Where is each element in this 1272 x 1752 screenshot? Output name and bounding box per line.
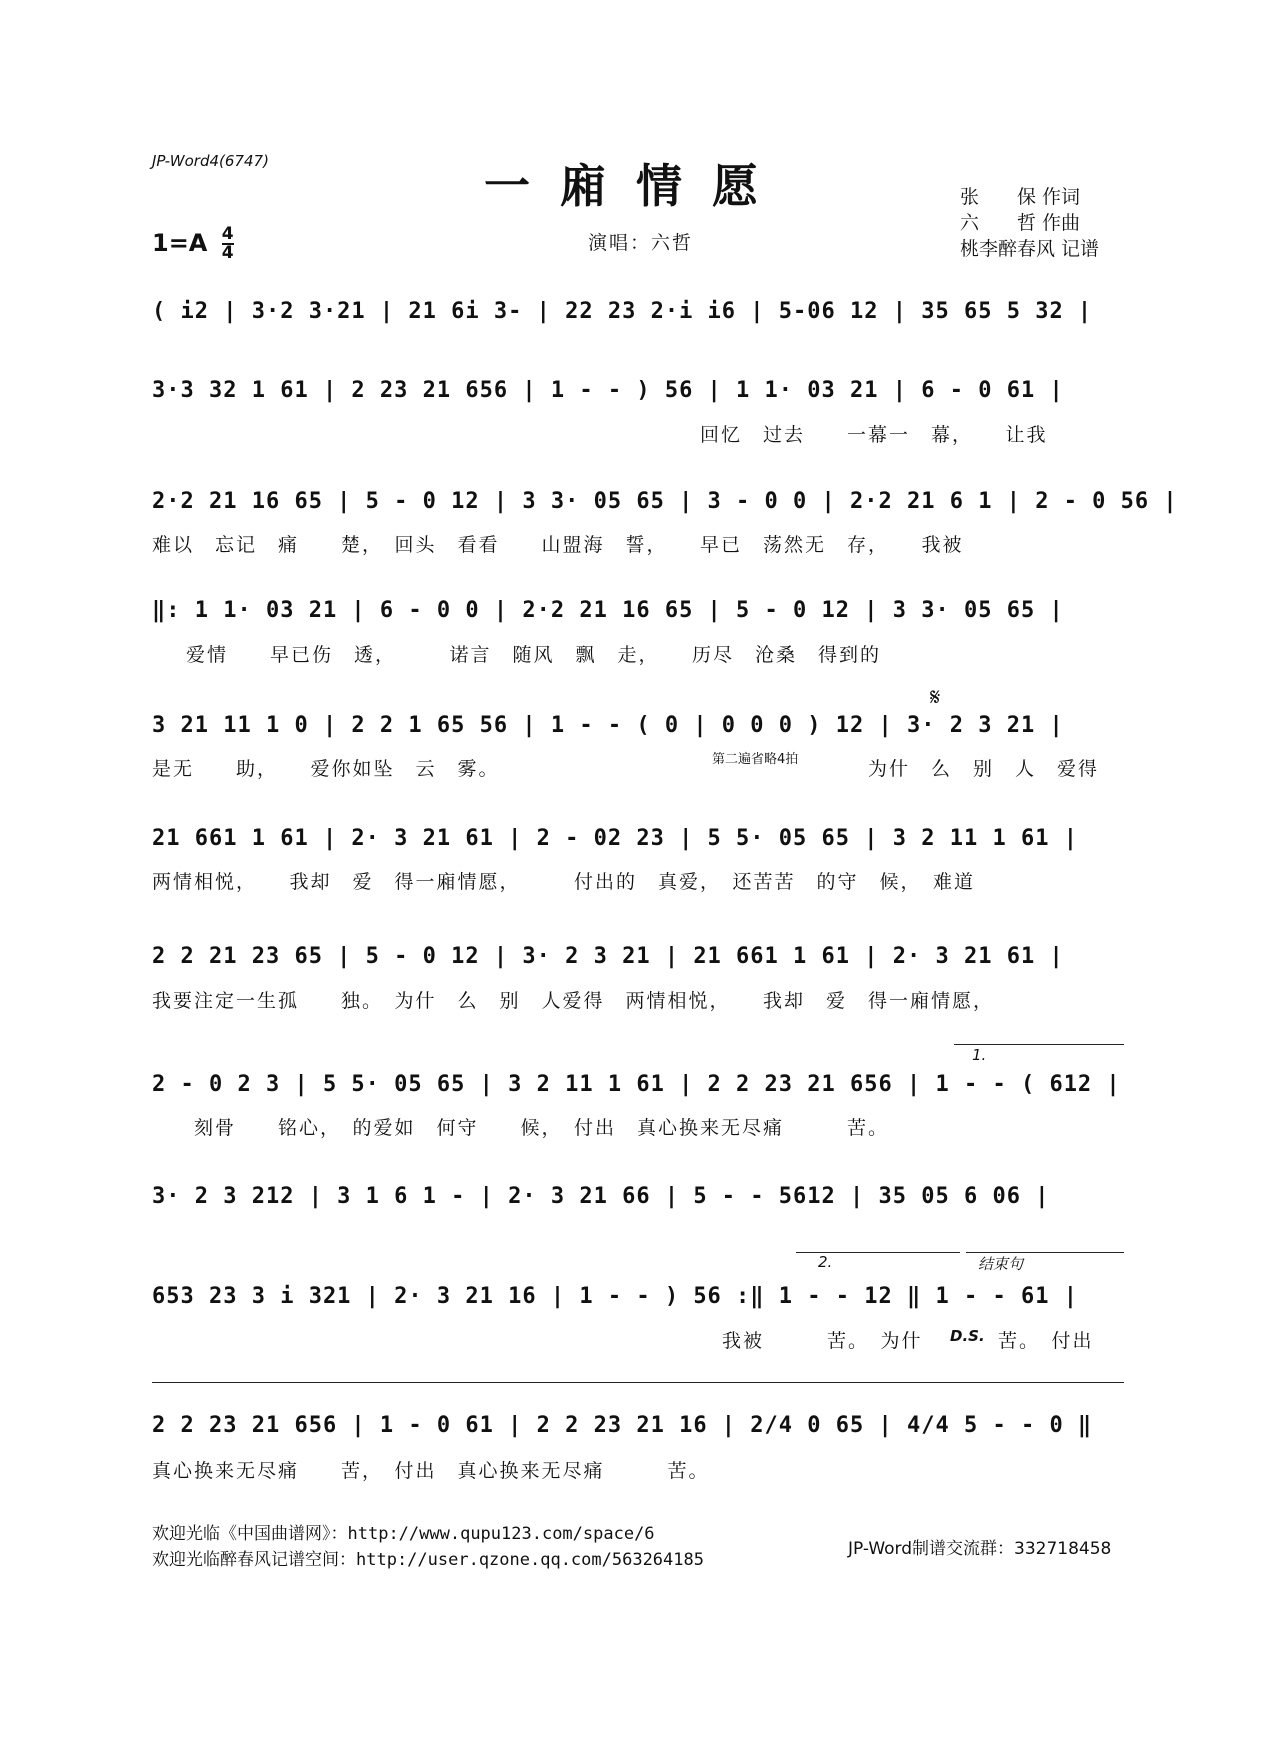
ds-mark: D.S.: [950, 1327, 985, 1345]
time-bottom: 4: [221, 243, 234, 263]
key-signature: [152, 226, 234, 262]
notation-line-9: 3· 2 3 212 | 3 1 6 1 - | 2· 3 21 66 | 5 - - 5612 | 35 05 6 06 |: [152, 1184, 1050, 1209]
time-signature: [222, 226, 234, 262]
transcriber-credit: 桃李醉春风 记谱: [960, 238, 1100, 260]
lyrics-line-7: 我要注定一生孤 独。 为什 么 别 人爱得 两情相悦， 我却 爱 得一廂情愿，: [152, 990, 995, 1012]
first-ending-label: 1.: [972, 1046, 987, 1064]
lyrics-line-11: 真心换来无尽痛 苦， 付出 真心换来无尽痛 苦。: [152, 1460, 710, 1482]
final-line-bracket: [152, 1382, 1124, 1383]
lyrics-line-10: 我被 苦。 为什: [722, 1330, 923, 1352]
time-top: 4: [221, 224, 234, 244]
notation-line-3: 2·2 21 16 65 | 5 - 0 12 | 3 3· 05 65 | 3 - 0 0 | 2·2 21 6 1 | 2 - 0 56 |: [152, 489, 1178, 514]
notation-line-6: 21 661 1 61 | 2· 3 21 61 | 2 - 02 23 | 5 5· 05 65 | 3 2 11 1 61 |: [152, 826, 1078, 851]
lyrics-line-2: 回忆 过去 一幕一 幕， 让我: [700, 424, 1048, 446]
footer-links: [152, 1521, 704, 1573]
lyrics-line-5b: 为什 么 别 人 爱得: [868, 758, 1100, 780]
credits: [960, 184, 1099, 262]
footer-group-info: JP-Word制谱交流群：332718458: [848, 1539, 1112, 1559]
notation-line-2: 3·3 32 1 61 | 2 23 21 656 | 1 - - ) 56 | 1 1· 03 21 | 6 - 0 61 |: [152, 378, 1064, 403]
notation-line-7: 2 2 21 23 65 | 5 - 0 12 | 3· 2 3 21 | 21 661 1 61 | 2· 3 21 61 |: [152, 944, 1064, 969]
footer-link-2[interactable]: 欢迎光临醉春风记谱空间：http://user.qzone.qq.com/563264185: [152, 1550, 704, 1570]
second-ending-label: 2.: [818, 1253, 833, 1271]
song-title: 一廂情愿: [484, 159, 788, 213]
lyrics-line-4: 爱情 早已伤 透， 诺言 随风 飘 走， 历尽 沧桑 得到的: [186, 644, 882, 666]
footer-link-1[interactable]: 欢迎光临《中国曲谱网》：http://www.qupu123.com/space/6: [152, 1524, 655, 1544]
notation-line-11: 2 2 23 21 656 | 1 - 0 61 | 2 2 23 21 16 | 2/4 0 65 | 4/4 5 - - 0 ‖: [152, 1413, 1093, 1438]
performance-note: 第二遍省略4拍: [712, 752, 799, 767]
notation-line-5: 3 21 11 1 0 | 2 2 1 65 56 | 1 - - ( 0 | 0 0 0 ) 12 | 3· 2 3 21 |: [152, 713, 1064, 738]
composer-credit: 六 哲 作曲: [960, 212, 1081, 234]
lyricist-credit: 张 保 作词: [960, 186, 1081, 208]
lyrics-line-10b: 苦。 付出: [998, 1330, 1094, 1352]
notation-line-10: 653 23 3 i 321 | 2· 3 21 16 | 1 - - ) 56 :‖ 1 - - 12 ‖ 1 - - 61 |: [152, 1284, 1078, 1309]
coda-label: 结束句: [978, 1255, 1024, 1273]
lyrics-line-3: 难以 忘记 痛 楚， 回头 看看 山盟海 誓， 早已 荡然无 存， 我被: [152, 534, 964, 556]
notation-line-4: ‖: 1 1· 03 21 | 6 - 0 0 | 2·2 21 16 65 | 5 - 0 12 | 3 3· 05 65 |: [152, 598, 1064, 623]
singer-credit: 演唱：六哲: [588, 232, 694, 254]
segno-icon: 𝄋: [930, 683, 941, 711]
source-label: JP-Word4(6747): [152, 152, 269, 170]
notation-line-1: ( i2 | 3·2 3·21 | 21 6i 3- | 22 23 2·i i6 | 5-06 12 | 35 65 5 32 |: [152, 299, 1093, 324]
lyrics-line-5: 是无 助， 爱你如坠 云 雾。: [152, 758, 500, 780]
lyrics-line-8: 刻骨 铭心， 的爱如 何守 候， 付出 真心换来无尽痛 苦。: [152, 1117, 890, 1139]
key-label: 1=A: [152, 229, 208, 257]
lyrics-line-6: 两情相悦， 我却 爱 得一廂情愿， 付出的 真爱， 还苦苦 的守 候， 难道: [152, 871, 976, 893]
first-ending-bracket: [954, 1044, 1124, 1045]
notation-line-8: 2 - 0 2 3 | 5 5· 05 65 | 3 2 11 1 61 | 2 2 23 21 656 | 1 - - ( 612 |: [152, 1072, 1121, 1097]
